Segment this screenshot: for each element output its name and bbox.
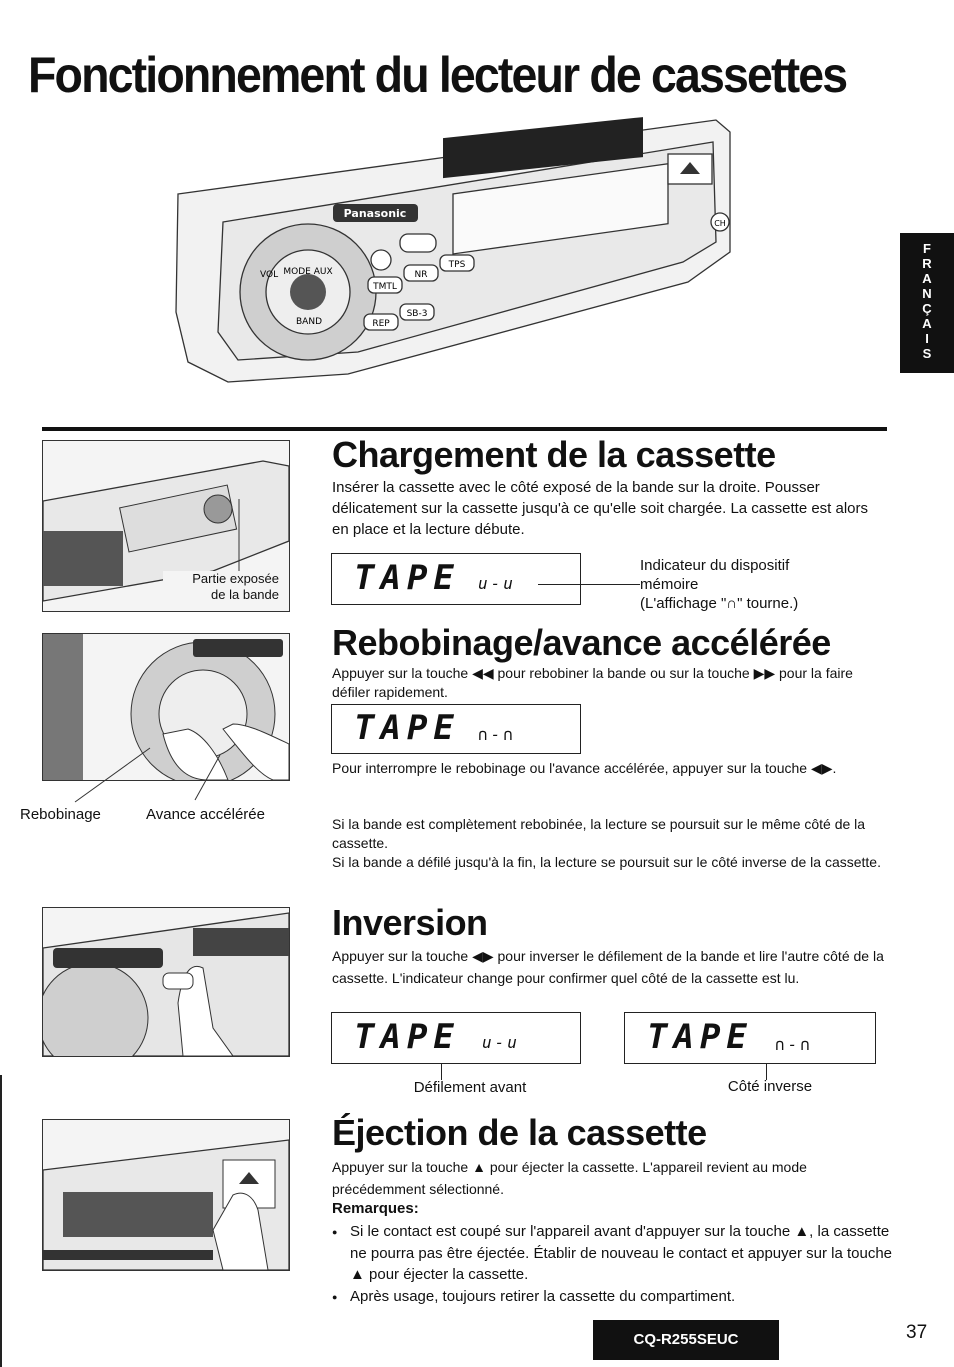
inversion-text: Appuyer sur la touche ◀▶ pour inverser le défilement de la bande et lire l'autre côté de la cassette. L'indicateur change pour confirmer quel côté de la cassette est lu. (332, 948, 884, 986)
forward-leader-line (441, 1064, 442, 1080)
rewind-text: Appuyer sur la touche ◀◀ pour rebobiner la bande ou sur la touche ▶▶ pour la faire défiler rapidement. (332, 665, 853, 700)
lcd-memory-indicator: u-u (478, 574, 516, 593)
inversion-drawing (43, 908, 289, 1056)
language-tab (900, 233, 954, 373)
caption-reverse: Côté inverse (727, 1078, 813, 1095)
indicator-description (640, 556, 880, 613)
remarks-title: Remarques: (332, 1200, 419, 1217)
ch-label: CH (714, 219, 726, 228)
sb3-label: SB-3 (406, 309, 428, 319)
remark-item: ● Après usage, toujours retirer la cassette du compartiment. (350, 1286, 906, 1308)
rewind-stop-text: Pour interrompre le rebobinage ou l'avance accélérée, appuyer sur la touche ◀▶. (332, 760, 837, 776)
indicator-line-3: (L'affichage "∩" tourne.) (640, 595, 799, 612)
model-number-badge: CQ-R255SEUC (593, 1320, 779, 1360)
lang-letter: N (922, 286, 932, 301)
rewind-end-text-2: Si la bande a défilé jusqu'à la fin, la lecture se poursuit sur le côté inverse de la cassette. (332, 854, 881, 870)
indicator-leader-line (538, 584, 640, 585)
lcd-tape-text: TAPE (647, 1017, 753, 1057)
illustration-inversion (42, 907, 290, 1057)
binding-edge-line (0, 1075, 2, 1367)
nr-label: NR (414, 270, 428, 280)
rewind-end-text-1: Si la bande est complètement rebobinée, la lecture se poursuit sur le même côté de la cassette. (332, 816, 866, 851)
indicator-line-2: mémoire (640, 576, 699, 593)
illustration-cassette-loading (42, 440, 290, 612)
page-number: 37 (906, 1322, 928, 1343)
lcd-display-reverse (624, 1012, 876, 1064)
lcd-reverse-indicator: ∩-∩ (775, 1035, 813, 1054)
section-title-inversion: Inversion (332, 902, 488, 943)
lang-letter: F (923, 241, 931, 256)
exposed-tape-label-2: de la bande (211, 587, 279, 602)
exposed-tape-label-1: Partie exposée (192, 571, 279, 586)
lang-letter: I (925, 331, 929, 346)
band-label: BAND (296, 317, 322, 327)
section-divider (42, 427, 887, 431)
lang-letter: S (922, 346, 932, 361)
brand-logo: Panasonic (343, 207, 407, 220)
callout-lines (60, 740, 230, 810)
lcd-forward-indicator: u-u (482, 1033, 520, 1052)
lcd-tape-indicator: ∩-∩ (478, 725, 516, 744)
lcd-display-forward (331, 1012, 581, 1064)
section-title-rewind: Rebobinage/avance accélérée (332, 622, 831, 663)
remarks-list (332, 1221, 906, 1307)
tmtl-label: TMTL (373, 282, 397, 292)
mode-aux-label: MODE AUX (283, 267, 333, 277)
lang-letter: A (922, 271, 932, 286)
caption-forward: Défilement avant (413, 1079, 527, 1096)
lcd-display-loading (331, 553, 581, 605)
eject-drawing (43, 1120, 289, 1270)
indicator-line-1: Indicateur du dispositif (640, 557, 790, 574)
eject-text: Appuyer sur la touche ▲ pour éjecter la cassette. L'appareil revient au mode précédemment sélectionné. (332, 1159, 807, 1197)
label-rewind: Rebobinage (20, 806, 101, 823)
lang-letter: R (922, 256, 932, 271)
section-title-loading: Chargement de la cassette (332, 434, 776, 475)
remark-item: ● Si le contact est coupé sur l'appareil avant d'appuyer sur la touche ▲, la cassette ne pourra pas être éjectée. Établir de nouveau le contact et appuyer sur la touche ▲ pour éjecter la cassette. (350, 1221, 906, 1286)
lang-letter: A (922, 316, 932, 331)
page-title: Fonctionnement du lecteur de cassettes (28, 47, 847, 103)
vol-label: VOL (260, 270, 279, 280)
illustration-eject (42, 1119, 290, 1271)
lang-letter: Ç (922, 301, 932, 316)
tps-label: TPS (448, 260, 466, 270)
lcd-display-rewind (331, 704, 581, 754)
car-stereo-illustration (168, 112, 738, 390)
lcd-tape-text: TAPE (354, 708, 460, 748)
section-title-eject: Éjection de la cassette (332, 1112, 707, 1153)
loading-text: Insérer la cassette avec le côté exposé de la bande sur la droite. Pousser délicatement sur la cassette jusqu'à ce qu'elle soit chargée. La cassette est alors en place et la lecture débute. (332, 479, 869, 538)
lcd-tape-text: TAPE (354, 1017, 460, 1057)
rep-label: REP (372, 319, 390, 329)
lcd-tape-text: TAPE (354, 558, 460, 598)
label-fast-forward: Avance accélérée (146, 806, 265, 823)
